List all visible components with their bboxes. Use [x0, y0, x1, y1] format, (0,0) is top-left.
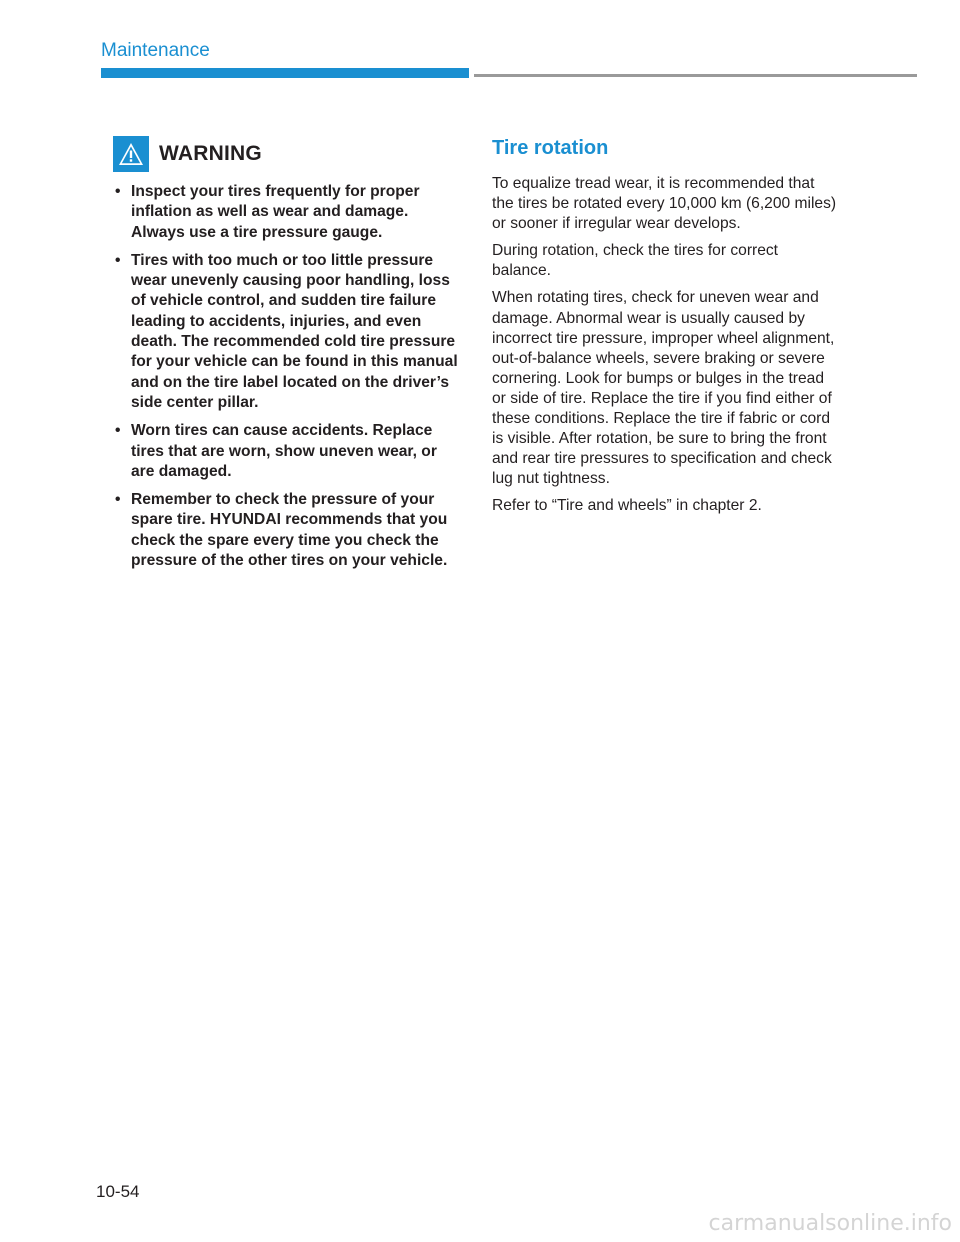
tire-rotation-paragraph: When rotating tires, check for uneven wear and damage. Abnormal wear is usually caused by incorrect tire pressure, improper wheel alignment, out-of-balance wheels, severe braking or severe cornering. Look for bumps or bulges in the tread or side of tire. Replace the tire if you find either of these conditions. Replace the tire if fabric or cord is visible. After rotation, be sure to bring the front and rear tire pressures to specification and check lug nut tightness.	[492, 289, 835, 488]
warning-item-text: Inspect your tires frequently for proper inflation as well as wear and damage. Always use a tire pressure gauge.	[131, 183, 420, 241]
warning-item	[113, 251, 458, 413]
warning-item-text: Remember to check the pressure of your spare tire. HYUNDAI recommends that you check the spare every time you check the pressure of the other tires on your vehicle.	[131, 491, 448, 570]
warning-item	[113, 490, 458, 571]
bullet-icon: •	[115, 422, 121, 440]
warning-item-text: Tires with too much or too little pressure wear unevenly causing poor handling, loss of vehicle control, and sudden tire failure leading to accidents, injuries, and even death. The recommended cold tire pressure for your vehicle can be found in this manual and on the tire label located on the driver’s side center pillar.	[131, 251, 458, 411]
section-title: Maintenance	[101, 40, 210, 61]
warning-triangle-icon	[113, 136, 149, 172]
warning-list	[113, 182, 458, 571]
tire-rotation-section	[492, 135, 837, 524]
warning-item	[113, 421, 458, 482]
page-number: 10-54	[96, 1182, 140, 1201]
bullet-icon: •	[115, 251, 121, 269]
warning-title: WARNING	[159, 142, 262, 165]
bullet-icon: •	[115, 491, 121, 509]
tire-rotation-paragraph: To equalize tread wear, it is recommended that the tires be rotated every 10,000 km (6,200 miles) or sooner if irregular wear develops.	[492, 175, 837, 233]
warning-header	[113, 134, 458, 174]
bullet-icon: •	[115, 183, 121, 200]
watermark: carmanualsonline.info	[708, 1211, 952, 1236]
tire-rotation-paragraph: During rotation, check the tires for correct balance.	[492, 242, 779, 280]
warning-item	[113, 182, 458, 243]
header-rule-gray	[474, 74, 917, 77]
tire-rotation-heading: Tire rotation	[492, 137, 609, 159]
tire-rotation-paragraph: Refer to “Tire and wheels” in chapter 2.	[492, 497, 762, 515]
warning-item-text: Worn tires can cause accidents. Replace tires that are worn, show uneven wear, or are damaged.	[131, 422, 437, 480]
warning-box	[113, 134, 458, 579]
header-rule-accent	[101, 68, 469, 78]
